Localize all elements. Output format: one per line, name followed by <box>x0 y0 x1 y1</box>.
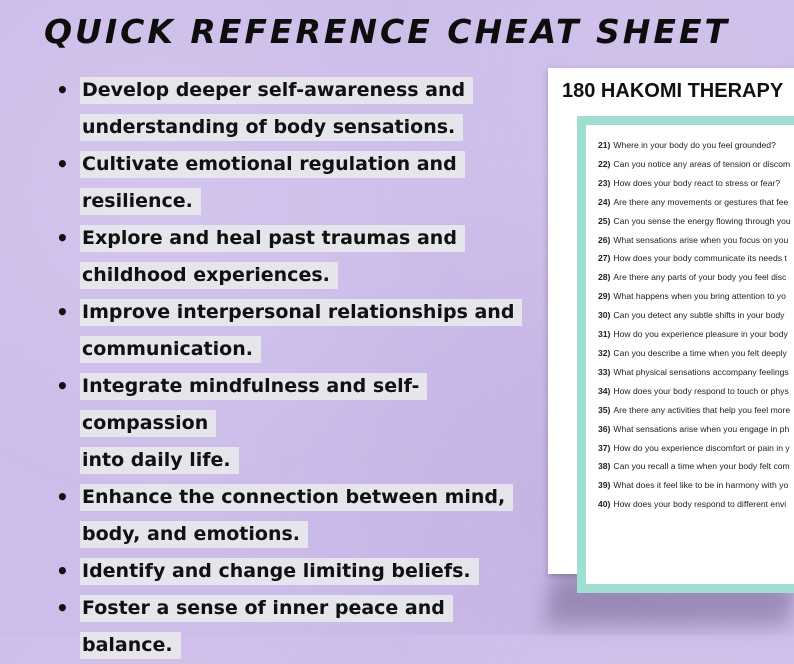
question-number: 31) <box>598 329 611 340</box>
question-number: 25) <box>598 215 611 226</box>
bullet-icon: • <box>56 300 69 324</box>
question-row <box>598 231 794 250</box>
question-text: How do you experience pleasure in your body <box>613 329 788 340</box>
question-number: 30) <box>598 310 611 321</box>
question-text: Are there any parts of your body you feel disc <box>613 272 787 283</box>
benefit-text <box>80 368 530 479</box>
question-row <box>598 249 794 268</box>
benefit-line: Cultivate emotional regulation and <box>80 151 465 178</box>
bullet-icon: • <box>56 485 69 509</box>
worksheet-preview <box>548 68 794 574</box>
benefit-line: Integrate mindfulness and self-compassion <box>80 373 427 437</box>
question-number: 26) <box>598 234 611 245</box>
question-text: Are there any movements or gestures that fee <box>613 196 789 207</box>
question-number: 21) <box>598 140 611 150</box>
question-text: Are there any activities that help you feel more <box>613 404 791 415</box>
bullet-icon: • <box>56 226 69 250</box>
question-row <box>598 439 794 458</box>
question-number: 23) <box>598 177 611 188</box>
question-number: 39) <box>598 480 611 491</box>
question-row <box>598 363 794 382</box>
question-row <box>598 325 794 344</box>
benefit-line: Explore and heal past traumas and <box>80 225 465 252</box>
question-row <box>598 287 794 306</box>
question-number: 33) <box>598 366 611 377</box>
question-text: How does your body respond to touch or phys <box>613 385 789 396</box>
question-row <box>598 476 794 495</box>
question-row <box>598 382 794 401</box>
question-row <box>598 495 794 514</box>
page-title: QUICK REFERENCE CHEAT SHEET <box>44 12 731 51</box>
question-row <box>598 174 794 193</box>
question-text: Can you sense the energy flowing through you <box>613 215 791 226</box>
question-text: How does your body respond to different envi <box>613 499 787 510</box>
question-text: How do you experience discomfort or pain in y <box>613 442 790 453</box>
benefits-list <box>50 72 530 664</box>
benefit-text <box>80 72 473 146</box>
question-number: 27) <box>598 253 611 264</box>
bullet-icon: • <box>56 78 69 102</box>
benefit-text <box>80 590 530 664</box>
question-text: What sensations arise when you engage in ph <box>613 423 790 434</box>
bullet-icon: • <box>56 152 69 176</box>
question-row <box>598 344 794 363</box>
benefit-text <box>80 146 465 220</box>
worksheet-question-box <box>586 125 794 584</box>
question-row <box>598 268 794 287</box>
list-item <box>50 146 530 220</box>
question-number: 22) <box>598 158 611 169</box>
question-number: 34) <box>598 385 611 396</box>
benefit-line: understanding of body sensations. <box>80 114 463 141</box>
question-number: 38) <box>598 461 611 472</box>
question-text: How does your body react to stress or fear? <box>613 177 781 188</box>
question-number: 28) <box>598 272 611 283</box>
worksheet-title: 180 HAKOMI THERAPY <box>562 80 784 102</box>
question-row <box>598 212 794 231</box>
benefit-line: resilience. <box>80 188 201 215</box>
list-item <box>50 590 530 664</box>
benefit-line: Improve interpersonal relationships and <box>80 299 522 326</box>
question-number: 29) <box>598 291 611 302</box>
question-text: Can you recall a time when your body felt com <box>613 461 790 472</box>
question-row <box>598 306 794 325</box>
question-row <box>598 193 794 212</box>
bullet-icon: • <box>56 559 69 583</box>
benefit-line: into daily life. <box>80 447 239 474</box>
list-item <box>50 220 530 294</box>
question-text: What does it feel like to be in harmony with yo <box>613 480 789 491</box>
benefit-line: body, and emotions. <box>80 521 308 548</box>
benefit-text <box>80 553 479 590</box>
question-number: 35) <box>598 404 611 415</box>
list-item <box>50 479 530 553</box>
list-item <box>50 294 530 368</box>
benefit-line: Foster a sense of inner peace and balance. <box>80 595 453 659</box>
question-text: What happens when you bring attention to yo <box>613 291 786 302</box>
question-number: 36) <box>598 423 611 434</box>
benefit-line: Enhance the connection between mind, <box>80 484 513 511</box>
question-text: Can you describe a time when you felt deeply <box>613 347 787 358</box>
benefit-text <box>80 294 522 368</box>
question-text: What physical sensations accompany feelings <box>613 366 789 377</box>
question-text: How does your body communicate its needs t <box>613 253 787 264</box>
question-row <box>598 457 794 476</box>
question-row <box>598 420 794 439</box>
benefit-text <box>80 220 465 294</box>
question-row <box>598 155 794 174</box>
question-number: 24) <box>598 196 611 207</box>
benefit-line: Identify and change limiting beliefs. <box>80 558 479 585</box>
question-text: Where in your body do you feel grounded? <box>613 140 776 150</box>
benefit-line: childhood experiences. <box>80 262 338 289</box>
bullet-icon: • <box>56 596 69 620</box>
question-number: 32) <box>598 347 611 358</box>
benefit-text <box>80 479 513 553</box>
question-number: 37) <box>598 442 611 453</box>
question-text: What sensations arise when you focus on you <box>613 234 789 245</box>
question-number: 40) <box>598 499 611 510</box>
benefit-line: communication. <box>80 336 261 363</box>
list-item <box>50 553 530 590</box>
question-row <box>598 136 794 155</box>
benefit-line: Develop deeper self-awareness and <box>80 77 473 104</box>
question-text: Can you detect any subtle shifts in your body <box>613 310 785 321</box>
bullet-icon: • <box>56 374 69 398</box>
list-item <box>50 368 530 479</box>
list-item <box>50 72 530 146</box>
question-text: Can you notice any areas of tension or discom <box>613 158 791 169</box>
question-list <box>598 136 794 514</box>
question-row <box>598 401 794 420</box>
